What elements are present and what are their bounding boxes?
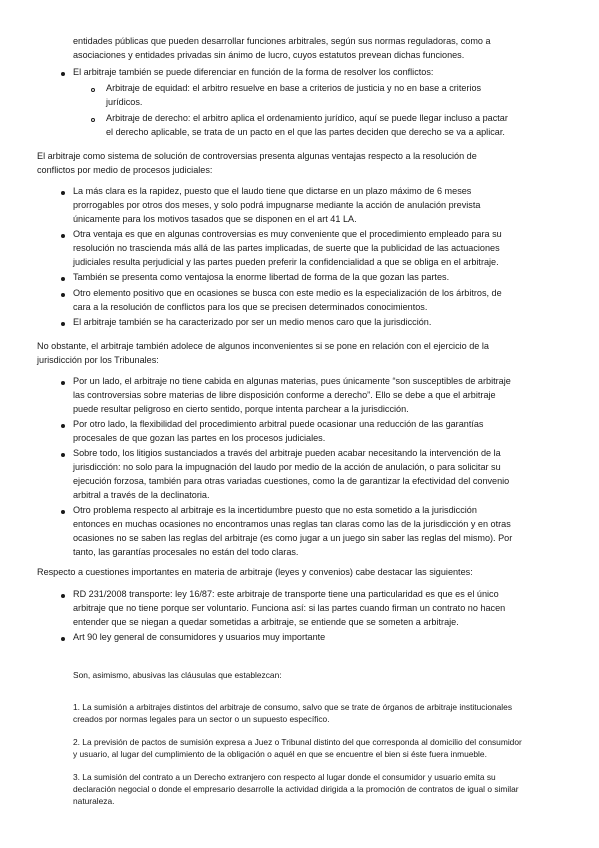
bullet-icon <box>61 424 65 428</box>
text-line: ejecución forzosa, también para otras variadas cuestiones, como la de garantizar la efectividad del convenio <box>73 476 510 486</box>
text-line: entonces en muchas ocasiones no encontramos unas reglas tan claras como las de la jurisdicción y en otras <box>73 519 511 529</box>
text-line: Por otro lado, la flexibilidad del procedimiento arbitral puede ocasionar una reducción de las garantías <box>73 419 484 429</box>
quote-line: Son, asimismo, abusivas las cláusulas que establezcan: <box>73 670 282 680</box>
text-line: También se presenta como ventajosa la enorme libertad de forma de la que gozan las partes. <box>73 272 450 282</box>
text-line: únicamente para los motivos tasados que se disponen en el art 41 LA. <box>73 214 357 224</box>
bullet-icon <box>61 637 65 641</box>
bullet-icon <box>61 72 65 76</box>
text-line: RD 231/2008 transporte: ley 16/87: este arbitraje de transporte tiene una particularidad es que es el único <box>73 589 499 599</box>
quote-line: 2. La previsión de pactos de sumisión expresa a Juez o Tribunal distinto del que corresponda al domicilio del consumidor <box>73 737 522 747</box>
text-line: Otra ventaja es que en algunas controversias es muy conveniente que el procedimiento empleado para su <box>73 229 502 239</box>
circle-bullet-icon <box>91 118 95 122</box>
text-line: arbitral a través de la declinatoria. <box>73 490 210 500</box>
text-line: El arbitraje también se ha caracterizado por ser un medio menos caro que la jurisdicción. <box>73 317 432 327</box>
text-line: ocasiones no se saben las reglas del arbitraje (es como jugar a un juego sin saber las reglas del mismo). Por <box>73 533 513 543</box>
quote-line: 1. La sumisión a arbitrajes distintos del arbitraje de consumo, salvo que se trate de órganos de arbitraje institucionales <box>73 702 513 712</box>
paragraph-line: jurisdicción por los Tribunales: <box>37 355 159 365</box>
text-line: las controversias sobre materias de libre disposición conforme a derecho”. Ello se debe a que el arbitraje <box>73 390 496 400</box>
paragraph-line: No obstante, el arbitraje también adolece de algunos inconvenientes si se pone en relación con el ejercicio de la <box>37 341 489 351</box>
quote-line: declaración negocial o donde el empresario desarrolle la actividad dirigida a la promoción de contratos de igual o similar <box>73 784 519 794</box>
text-line: jurídicos. <box>106 97 143 107</box>
quote-line: y usuario, al lugar del cumplimiento de la obligación o aquél en que se encuentre el bien si éste fuera inmueble. <box>73 749 487 759</box>
text-line: asociaciones y entidades privadas sin ánimo de lucro, cuyos estatutos prevean dichas funciones. <box>73 50 465 60</box>
text-line: Art 90 ley general de consumidores y usuarios muy importante <box>73 632 326 642</box>
text-line: El arbitraje también se puede diferenciar en función de la forma de resolver los conflictos: <box>73 67 434 77</box>
bullet-icon <box>61 191 65 195</box>
bullet-icon <box>61 510 65 514</box>
text-line: La más clara es la rapidez, puesto que el laudo tiene que dictarse en un plazo máximo de 6 meses <box>73 186 472 196</box>
paragraph-line: Respecto a cuestiones importantes en materia de arbitraje (leyes y convenios) cabe destacar las siguientes: <box>37 567 473 577</box>
text-line: Otro elemento positivo que en ocasiones se busca con este medio es la especialización de los árbitros, de <box>73 288 502 298</box>
text-line: entidades públicas que pueden desarrollar funciones arbitrales, según sus normas reguladoras, como a <box>73 36 491 46</box>
bullet-icon <box>61 293 65 297</box>
text-line: puede resultar peligroso en cierto sentido, porque intenta parchear a la jurisdicción. <box>73 404 409 414</box>
text-line: jurisdicción: no solo para la impugnación del laudo por medio de la acción de anulación, o para solicitar su <box>73 462 501 472</box>
text-line: cara a la resolución de conflictos para los que se precisen determinados conocimientos. <box>73 302 428 312</box>
text-line: prorrogables por otros dos meses, y solo podrá impugnarse mediante la acción de anulación prevista <box>73 200 481 210</box>
text-line: procesales de que gozan las partes en los procesos judiciales. <box>73 433 326 443</box>
bullet-icon <box>61 234 65 238</box>
quote-line: creados por normas legales para un sector o un supuesto específico. <box>73 714 330 724</box>
text-line: judiciales resulta perjudicial y las partes pueden preferir la confidencialidad a que se obliga en el arbitraje. <box>73 257 499 267</box>
quote-line: naturaleza. <box>73 796 115 806</box>
bullet-icon <box>61 322 65 326</box>
circle-bullet-icon <box>91 88 95 92</box>
bullet-icon <box>61 277 65 281</box>
text-line: Por un lado, el arbitraje no tiene cabida en algunas materias, pues únicamente “son susceptibles de arbitraje <box>73 376 511 386</box>
text-line: Arbitraje de derecho: el arbitro aplica el ordenamiento jurídico, aquí se puede llegar incluso a pactar <box>106 113 508 123</box>
bullet-icon <box>61 381 65 385</box>
quote-line: 3. La sumisión del contrato a un Derecho extranjero con respecto al lugar donde el consumidor y usuario emita su <box>73 772 496 782</box>
paragraph-line: El arbitraje como sistema de solución de controversias presenta algunas ventajas respecto a la resolución de <box>37 151 477 161</box>
text-line: entender que se niegan a quedar sometidas a arbitraje, se entiende que se someten a arbitraje. <box>73 617 459 627</box>
bullet-icon <box>61 453 65 457</box>
text-line: tanto, las garantías procesales no están del todo claras. <box>73 547 299 557</box>
text-line: el derecho aplicable, se trata de un pacto en el que las partes deciden que derecho se va a aplicar. <box>106 127 505 137</box>
text-line: arbitraje que no tiene porque ser voluntario. Funciona así: si las partes cuando firman un contrato no hacen <box>73 603 506 613</box>
text-line: Sobre todo, los litigios sustanciados a través del arbitraje pueden acabar necesitando la intervención de la <box>73 448 501 458</box>
paragraph-line: conflictos por medio de procesos judiciales: <box>37 165 213 175</box>
text-line: Arbitraje de equidad: el arbitro resuelve en base a criterios de justicia y no en base a criterios <box>106 83 482 93</box>
text-line: Otro problema respecto al arbitraje es la incertidumbre puesto que no esta sometido a la jurisdicción <box>73 505 477 515</box>
bullet-icon <box>61 594 65 598</box>
text-line: resolución no trascienda más allá de las partes implicadas, de suerte que la publicidad de las actuaciones <box>73 243 500 253</box>
